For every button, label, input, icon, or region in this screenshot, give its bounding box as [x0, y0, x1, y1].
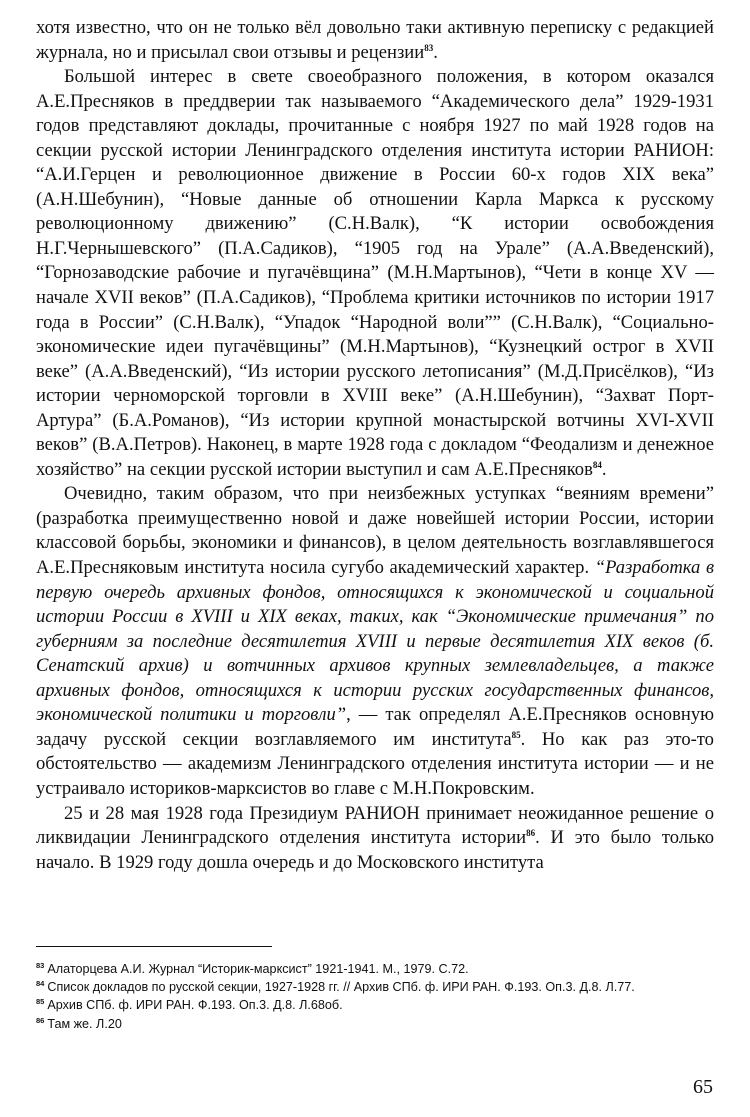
italic-quote: “Разработка в первую очередь архивных фондов, относящихся к экономической и социальной истории России в XVIII и XIX веках, таких, как “Экономические примечания” по губерниям за последние десятилетия XVIII и первые десятилетия XIX веков (б. Сенатский архив) и вотчинных архивов крупных землевладельцев, а также архивных фондов, относящихся к истории русских государственных финансов, экономической политики и торговли”: [36, 557, 715, 726]
page-number: 65: [693, 1076, 713, 1098]
footnote-ref-86[interactable]: 86: [526, 828, 536, 839]
footnote-ref-84[interactable]: 84: [592, 459, 602, 470]
footnote-84: $^{84}$ Список докладов по русской секции, 1927-1928 гг. // Архив СПб. ф. ИРИ РАН. Ф.193. Оп.3. Д.8. Л.77.: [36, 979, 635, 995]
footnotes: [36, 960, 714, 1033]
footnote-83: $^{83}$ Алаторцева А.И. Журнал “Историк-марксист” 1921-1941. М., 1979. С.72.: [36, 961, 469, 976]
footnote-ref-83[interactable]: 83: [424, 42, 434, 53]
paragraph-continuation: хотя известно, что он не только вёл довольно таки активную переписку с редакцией журнала, но и присылал свои отзывы и рецензии$^{83}$.: [36, 17, 714, 63]
main-text: [36, 16, 714, 875]
footnote-separator: [36, 946, 272, 947]
paragraph-academic-character: Очевидно, таким образом, что при неизбежных уступках “веяниям времени” (разработка преимущественно новой и даже новейшей истории России, истории классовой борьбы, экономики и финансов), в целом деятельность возглавлявшегося А.Е.Пресняковым института носила сугубо академический характер. “Разработка в первую очередь архивных фондов, относящихся к экономической и социальной истории России в XVIII и XIX веках, таких, как “Экономические примечания” по губерниям за последние десятилетия XVIII и первые десятилетия XIX веков (б. Сенатский архив) и вотчинных архивов крупных землевладельцев, а также архивных фондов, относящихся к истории русских государственных финансов, экономической политики и торговли”, — так определял А.Е.Пресняков основную задачу русской секции возглавляемого им института$^{85}$. Но как раз это-то обстоятельство — академизм Ленинградского отделения института истории — и не устраивало историков-марксистов во главе с М.Н.Покровским.: [36, 483, 715, 799]
footnote-85: $^{85}$ Архив СПб. ф. ИРИ РАН. Ф.193. Оп.3. Д.8. Л.68об.: [36, 997, 343, 1013]
paragraph-liquidation: 25 и 28 мая 1928 года Президиум РАНИОН принимает неожиданное решение о ликвидации Ленинградского отделения института истории$^{86}$. И это было только начало. В 1929 году дошла очередь и до Московского института: [36, 802, 715, 873]
footnote-86: $^{86}$ Там же. Л.20: [36, 1015, 122, 1031]
footnote-ref-85[interactable]: 85: [511, 729, 521, 740]
paragraph-reports: Большой интерес в свете своеобразного положения, в котором оказался А.Е.Пресняков в преддверии так называемого “Академического дела” 1929-1931 годов представляют доклады, прочитанные с ноября 1927 по май 1928 годов на секции русской истории Ленинградского отделения института истории РАНИОН: “А.И.Герцен и революционное движение в России 60-х годов XIX века” (А.Н.Шебунин), “Новые данные об отношении Карла Маркса к русскому революционному движению” (С.Н.Валк), “К истории освобождения Н.Г.Чернышевского” (П.А.Садиков), “1905 год на Урале” (А.А.Введенский), “Горнозаводские рабочие и пугачёвщина” (М.Н.Мартынов), “Чети в конце XV — начале XVII веков” (П.А.Садиков), “Проблема критики источников по истории 1917 года в России” (С.Н.Валк), “Упадок “Народной воли”” (С.Н.Валк), “Социально-экономические идеи пугачёвщины” (М.Н.Мартынов), “Кузнецкий острог в XVII веке” (А.А.Введенский), “Из истории русского летописания” (М.Д.Присёлков), “Из истории черноморской торговли в XVIII веке” (А.Н.Шебунин), “Захват Порт-Артура” (Б.А.Романов), “Из истории крупной монастырской вотчины XVI-XVII веков” (В.А.Петров). Наконец, в марте 1928 года с докладом “Феодализм и денежное хозяйство” на секции русской истории выступил и сам А.Е.Пресняков$^{84}$.: [36, 66, 714, 480]
